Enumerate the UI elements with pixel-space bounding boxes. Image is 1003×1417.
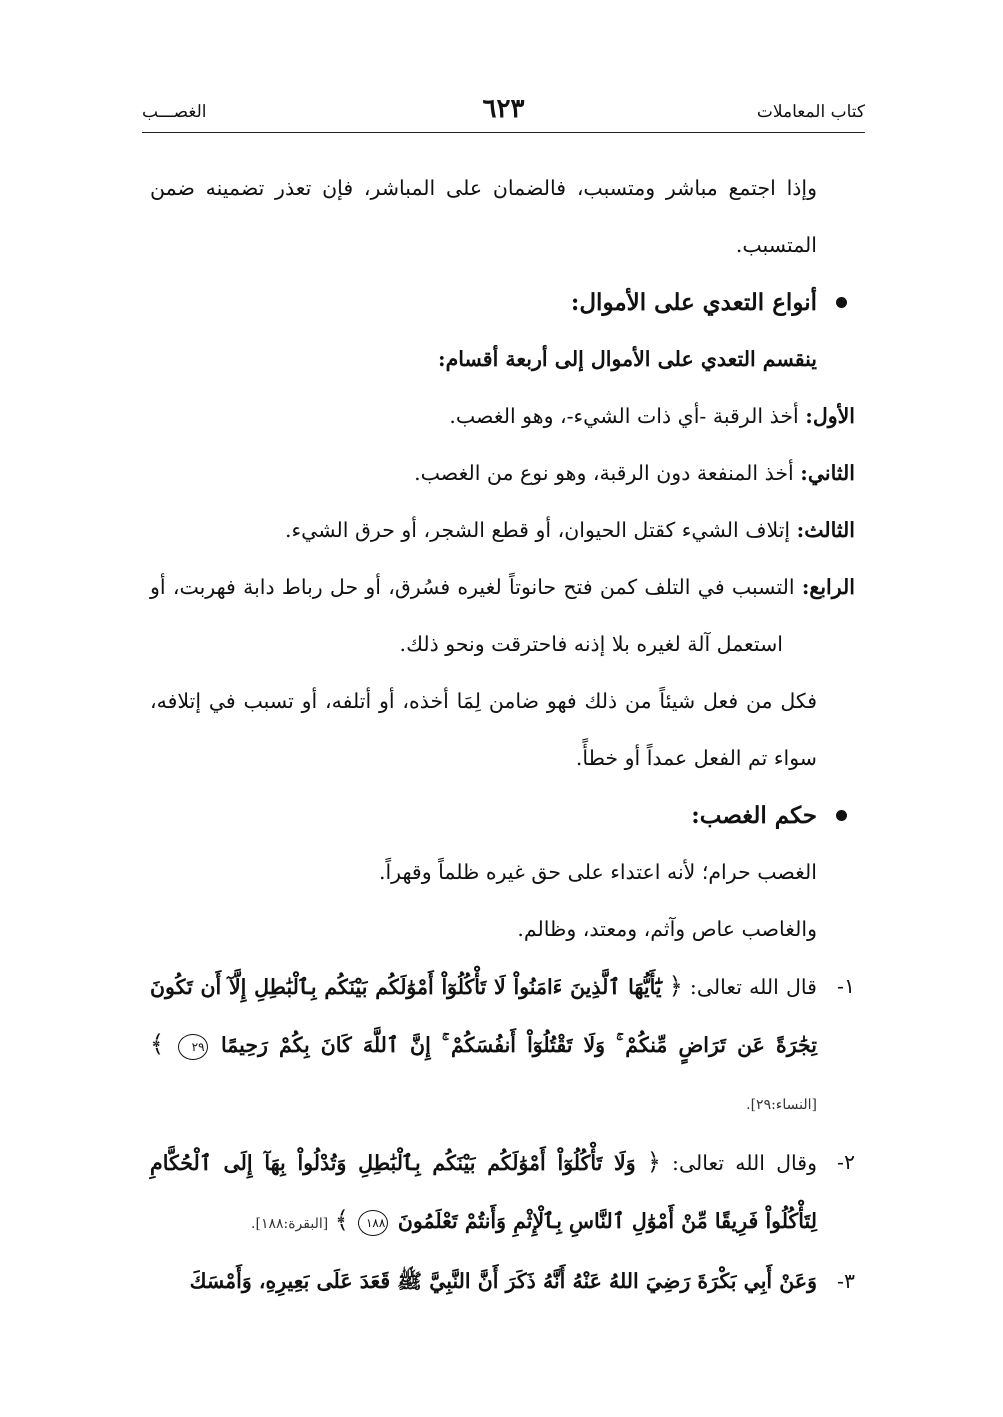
page-body — [150, 160, 855, 1310]
quran-verse: يَٰٓأَيُّهَا ٱلَّذِينَ ءَامَنُواْ لَا تَأْكُلُوٓاْ أَمْوَٰلَكُم بَيْنَكُم بِٱلْبَٰطِلِ إِلَّآ أَن تَكُونَ تِجَٰرَةً عَن تَرَاضٍ مِّنكُمْ ۚ وَلَا تَقْتُلُوٓاْ أَنفُسَكُمْ ۚ إِنَّ ٱللَّهَ كَانَ بِكُمْ رَحِيمًا — [150, 975, 817, 1057]
section-heading-text: حكم الغصب: — [691, 802, 817, 829]
bullet-icon — [836, 297, 847, 308]
ruling-paragraph: والغاصب عاص وآثم، ومعتد، وظالم. — [517, 917, 817, 941]
item-text: أخذ الرقبة -أي ذات الشيء-، وهو الغصب. — [449, 404, 799, 428]
evidence-intro: قال الله تعالى: — [689, 975, 817, 999]
item-number: ٣- — [837, 1269, 855, 1293]
evidence-item — [150, 958, 855, 1134]
page-number: ٦٢٣ — [482, 94, 525, 124]
item-text: أخذ المنفعة دون الرقبة، وهو نوع من الغصب. — [414, 461, 794, 485]
section-conclusion: فكل من فعل شيئاً من ذلك فهو ضامن لِمَا أخذه، أو أتلفه، أو تسبب في إتلافه، سواء تم الفعل عمداً أو خطأً. — [150, 689, 817, 770]
list-item — [150, 388, 855, 445]
item-label: الأول: — [805, 404, 855, 428]
quran-verse: وَلَا تَأْكُلُوٓاْ أَمْوَٰلَكُم بَيْنَكُم بِٱلْبَٰطِلِ وَتُدْلُواْ بِهَآ إِلَى ٱلْحُكَّامِ لِتَأْكُلُواْ فَرِيقًا مِّنْ أَمْوَٰلِ ٱلنَّاسِ بِٱلْإِثْمِ وَأَنتُمْ تَعْلَمُونَ — [150, 1151, 817, 1233]
hadith-text: وَعَنْ أَبِي بَكْرَةَ رَضِيَ اللهُ عَنْهُ أَنَّهُ ذَكَرَ أَنَّ النَّبِيَّ ﷺ قَعَدَ عَلَى بَعِيرِهِ، وَأَمْسَكَ — [189, 1269, 817, 1293]
evidence-intro: وقال الله تعالى: — [672, 1151, 817, 1175]
verse-source: [البقرة:١٨٨]. — [251, 1216, 329, 1232]
list-item — [150, 445, 855, 502]
item-number: ٢- — [837, 1150, 855, 1174]
item-label: الثاني: — [800, 461, 855, 485]
verse-source: [النساء:٢٩]. — [746, 1097, 817, 1113]
quran-open-bracket: ﴿ — [646, 1148, 661, 1176]
ayah-number-marker: ١٨٨ — [358, 1210, 388, 1236]
item-text: التسبب في التلف كمن فتح حانوتاً لغيره فسُرق، أو حل رباط دابة فهربت، أو استعمل آلة لغيره بلا إذنه فاحترقت ونحو ذلك. — [150, 575, 795, 656]
chapter-title: الغصـــب — [142, 102, 207, 122]
intro-paragraph: وإذا اجتمع مباشر ومتسبب، فالضمان على المباشر، فإن تعذر تضمينه ضمن المتسبب. — [150, 176, 817, 257]
bullet-icon — [836, 810, 847, 821]
section-subheading: ينقسم التعدي على الأموال إلى أربعة أقسام: — [438, 347, 817, 371]
item-label: الثالث: — [796, 518, 855, 542]
quran-close-bracket: ﴾ — [334, 1206, 349, 1234]
evidence-item — [150, 1134, 855, 1253]
book-title: كتاب المعاملات — [756, 102, 865, 122]
ruling-paragraph: الغصب حرام؛ لأنه اعتداء على حق غيره ظلماً وقهراً. — [378, 860, 817, 884]
section-heading-types — [150, 274, 855, 331]
evidence-item — [150, 1253, 855, 1310]
running-header — [142, 92, 865, 133]
section-heading-ruling — [150, 787, 855, 844]
list-item — [150, 502, 855, 559]
section-heading-text: أنواع التعدي على الأموال: — [570, 289, 817, 316]
item-label: الرابع: — [801, 575, 855, 599]
item-text: إتلاف الشيء كقتل الحيوان، أو قطع الشجر، أو حرق الشيء. — [285, 518, 791, 542]
quran-close-bracket: ﴾ — [150, 1030, 165, 1058]
list-item — [150, 559, 855, 673]
item-number: ١- — [837, 974, 855, 998]
quran-open-bracket: ﴿ — [668, 972, 683, 1000]
ayah-number-marker: ٢٩ — [178, 1034, 208, 1060]
